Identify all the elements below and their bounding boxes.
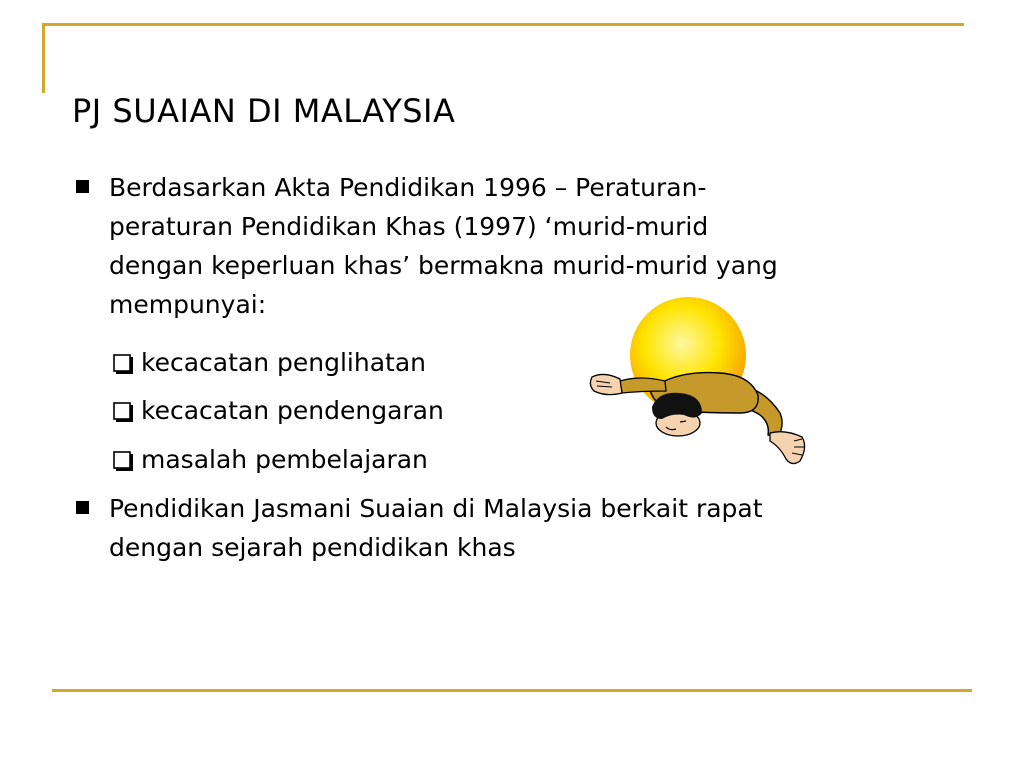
slide-title: PJ SUAIAN DI MALAYSIA bbox=[72, 92, 456, 130]
bullet-line: mempunyai: bbox=[109, 290, 267, 319]
frame-line-bottom bbox=[52, 689, 972, 692]
stretching-person-illustration bbox=[580, 295, 810, 475]
square-bullet-icon bbox=[76, 501, 89, 514]
square-bullet-icon bbox=[76, 180, 89, 193]
sub-item-1 bbox=[110, 343, 426, 382]
stretching-person-icon bbox=[590, 373, 804, 464]
checkbox-bullet-icon bbox=[110, 397, 137, 424]
bullet-line: Berdasarkan Akta Pendidikan 1996 – Peraturan- bbox=[109, 173, 707, 202]
bullet-item-2 bbox=[76, 489, 763, 567]
sub-item-3 bbox=[110, 440, 428, 479]
bullet-line: dengan sejarah pendidikan khas bbox=[109, 533, 516, 562]
bullet-line: Pendidikan Jasmani Suaian di Malaysia berkait rapat bbox=[109, 494, 763, 523]
checkbox-bullet-icon bbox=[110, 349, 137, 376]
bullet-line: dengan keperluan khas’ bermakna murid-murid yang bbox=[109, 251, 778, 280]
sub-item-label: kecacatan penglihatan bbox=[141, 348, 426, 377]
sub-item-label: masalah pembelajaran bbox=[141, 445, 428, 474]
frame-line-left bbox=[42, 23, 45, 93]
checkbox-bullet-icon bbox=[110, 446, 137, 473]
bullet-line: peraturan Pendidikan Khas (1997) ‘murid-murid bbox=[109, 212, 709, 241]
frame-line-top bbox=[42, 23, 964, 26]
sub-item-2 bbox=[110, 391, 444, 430]
sub-item-label: kecacatan pendengaran bbox=[141, 396, 444, 425]
bullet-text-2 bbox=[109, 489, 763, 567]
